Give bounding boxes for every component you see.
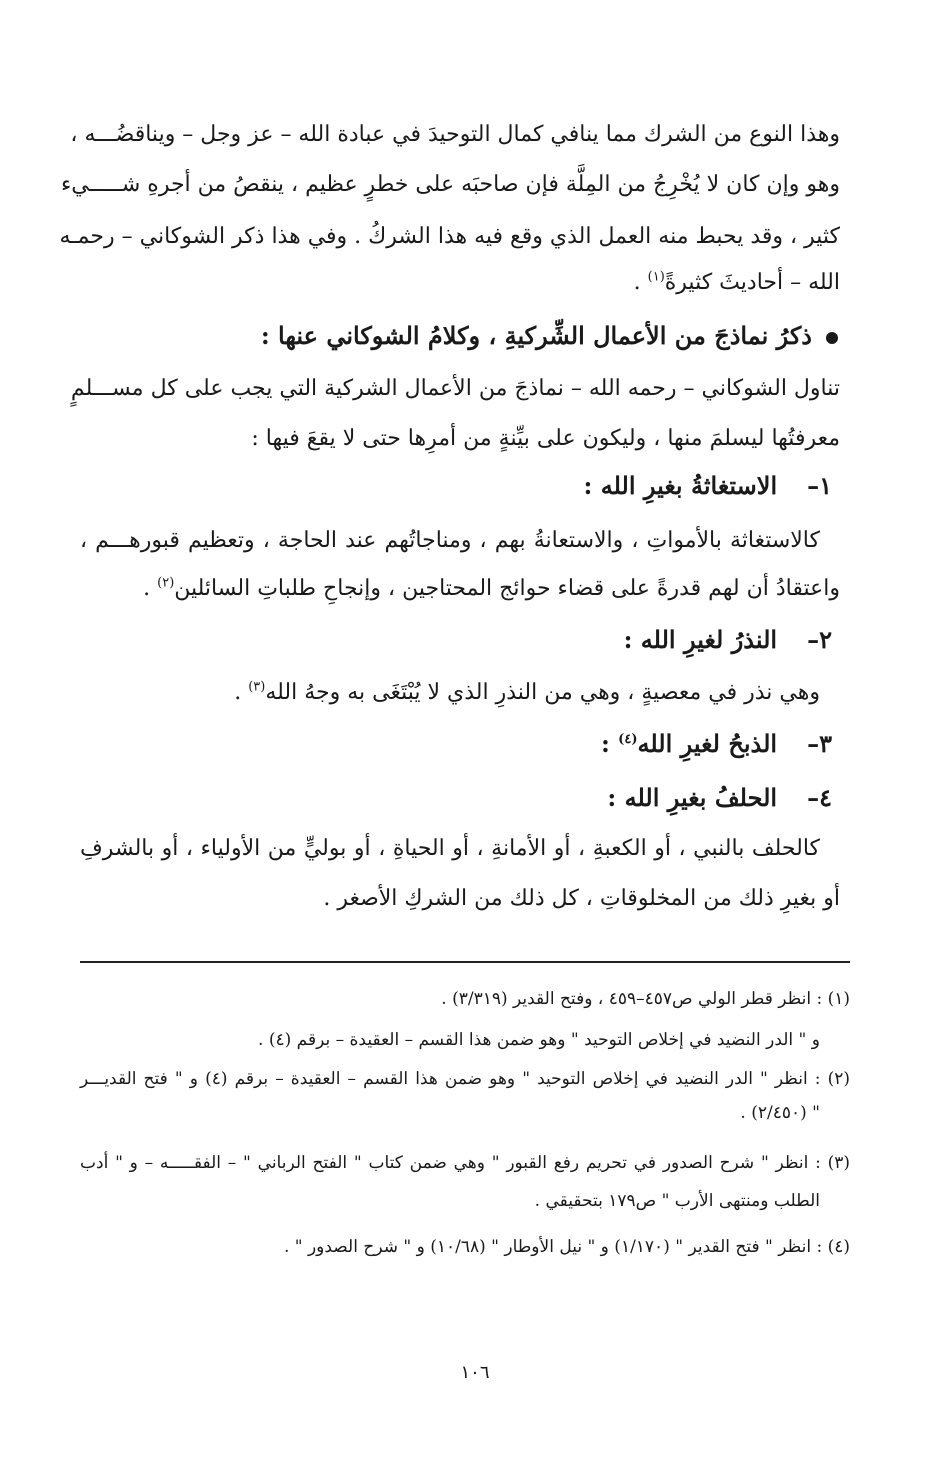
para5-line2: أو بغيرِ ذلك من المخلوقاتِ ، كل ذلك من الشركِ الأصغر . (323, 886, 840, 911)
item-3-number: ٣– (807, 729, 832, 758)
footnote-divider (80, 961, 850, 963)
section-heading-text: ذكرُ نماذجَ من الأعمال الشِّركيةِ ، وكلامُ الشوكاني عنها : (260, 321, 812, 350)
item-4-heading (607, 782, 832, 814)
footnote-3-continued: الطلب ومنتهى الأرب " ص١٧٩ بتحقيقي . (534, 1191, 820, 1211)
item-4-number: ٤– (807, 783, 832, 812)
para3-line2 (80, 574, 840, 604)
para1-line4-end: . (633, 270, 648, 295)
para2-line1: تناول الشوكاني – رحمه الله – نماذجَ من الأعمال الشركية التي يجب على كل مســـلمٍ (70, 376, 840, 401)
item-2-heading (624, 624, 832, 656)
footnote-1: (١) : انظر قطر الولي ص٤٥٧–٤٥٩ ، وفتح القدير (٣/٣١٩) . (441, 989, 850, 1009)
footnote-2: (٢) : انظر " الدر النضيد في إخلاص التوحيد " وهو ضمن هذا القسم – العقيدة – برقم (٤) و " فتح القديـــر (80, 1069, 850, 1089)
para2-line2: معرفتُها ليسلمَ منها ، وليكون على بيِّنةٍ من أمرِها حتى لا يقعَ فيها : (251, 426, 840, 451)
item-2-number: ٢– (807, 625, 832, 654)
para4-line1-end: . (234, 680, 249, 705)
footnote-4: (٤) : انظر " فتح القدير " (١/١٧٠) و " نيل الأوطار " (١٠/٦٨) و " شرح الصدور " . (283, 1237, 850, 1257)
para4-line1 (80, 678, 820, 708)
para1-line4 (80, 268, 840, 298)
para1-line1: وهذا النوع من الشرك مما ينافي كمال التوحيدَ في عبادة الله – عز وجل – ويناقضُـــه ، (70, 122, 840, 147)
para3-line2-text: واعتقادُ أن لهم قدرةً على قضاء حوائج المحتاجين ، وإنجاحِ طلباتِ السائلين (174, 576, 840, 601)
footnote-ref-4: (٤) (618, 732, 638, 747)
item-3-title: الذبحُ لغيرِ الله (637, 729, 778, 758)
footnote-1-continued: و " الدر النضيد في إخلاص التوحيد " وهو ضمن هذا القسم – العقيدة – برقم (٤) . (258, 1030, 820, 1050)
footnote-ref-1: (١) (647, 269, 665, 285)
item-3-colon: : (600, 729, 619, 758)
page-number: ١٠٦ (460, 1362, 490, 1383)
item-1-title: الاستغاثةُ بغيرِ الله : (583, 471, 778, 500)
para5-line1: كالحلف بالنبي ، أو الكعبةِ ، أو الأمانةِ ، أو الحياةِ ، أو بوليٍّ من الأولياء ، أو بالشرفِ (80, 836, 820, 861)
item-4-title: الحلفُ بغيرِ الله : (607, 783, 778, 812)
para1-line2: وهو وإن كان لا يُخْرِجُ من المِلَّة فإن صاحبَه على خطرٍ عظيم ، ينقصُ من أجرهِ شـــــيء (60, 172, 840, 197)
item-1-number: ١– (807, 471, 832, 500)
para3-line2-end: . (143, 576, 158, 601)
para1-line3: كثير ، وقد يحبط منه العمل الذي وقع فيه هذا الشركُ . وفي هذا ذكر الشوكاني – رحمـه (59, 224, 840, 249)
item-3-heading (601, 728, 832, 760)
section-heading (261, 320, 838, 352)
para3-line1: كالاستغاثة بالأمواتِ ، والاستعانةُ بهم ، ومناجاتُهم عند الحاجة ، وتعظيم قبورهـــم ، (80, 528, 820, 553)
footnote-3: (٣) : انظر " شرح الصدور في تحريم رفع القبور " وهي ضمن كتاب " الفتح الرباني " – الفقـــــه – و " أدب (80, 1153, 850, 1173)
para4-line1-text: وهي نذر في معصيةٍ ، وهي من النذرِ الذي لا يُبْتَغَى به وجهُ الله (265, 680, 820, 705)
bullet-icon (826, 332, 838, 344)
footnote-2-continued: " (٢/٤٥٠) . (740, 1103, 820, 1123)
footnote-ref-3: (٣) (248, 679, 266, 695)
footnote-ref-2: (٢) (157, 575, 175, 591)
item-1-heading (584, 470, 833, 502)
para1-line4-text: الله – أحاديثَ كثيرةً (664, 270, 840, 295)
item-2-title: النذرُ لغيرِ الله : (623, 625, 778, 654)
